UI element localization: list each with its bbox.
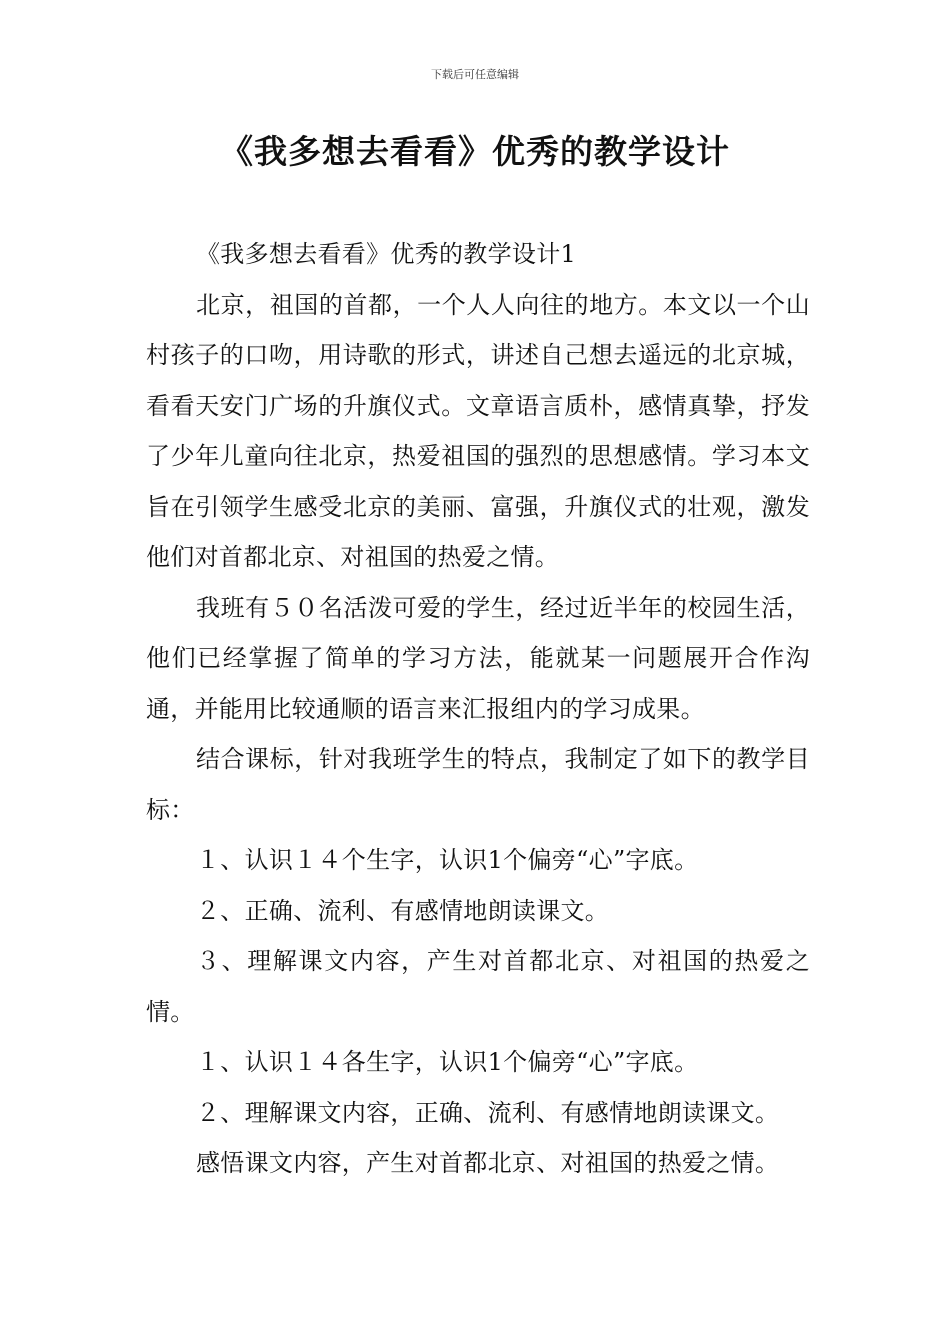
paragraph-goals-intro: 结合课标，针对我班学生的特点，我制定了如下的教学目标：: [146, 745, 810, 824]
document-body: [146, 229, 810, 1189]
list-item-goal-2: ２、正确、流利、有感情地朗读课文。: [196, 896, 610, 925]
list-item-goal-1: １、认识１４个生字，认识1个偏旁“心”字底。: [196, 846, 699, 874]
paragraph-difficulty: 感悟课文内容，产生对首都北京、对祖国的热爱之情。: [196, 1149, 780, 1177]
list-item-goal-3: ３、理解课文内容，产生对首都北京、对祖国的热爱之情。: [146, 947, 810, 1026]
list-item-key-point-2: ２、理解课文内容，正确、流利、有感情地朗读课文。: [196, 1098, 780, 1127]
document-title: 《我多想去看看》优秀的教学设计: [220, 132, 730, 171]
paragraph-class-situation: 我班有５０名活泼可爱的学生，经过近半年的校园生活，他们已经掌握了简单的学习方法，能就某一问题展开合作沟通，并能用比较通顺的语言来汇报组内的学习成果。: [146, 593, 810, 723]
paragraph-text-analysis: 北京，祖国的首都，一个人人向往的地方。本文以一个山村孩子的口吻，用诗歌的形式，讲述自己想去遥远的北京城，看看天安门广场的升旗仪式。文章语言质朴，感情真挚，抒发了少年儿童向往北京，热爱祖国的强烈的思想感情。学习本文旨在引领学生感受北京的美丽、富强，升旗仪式的壮观，激发他们对首都北京、对祖国的热爱之情。: [146, 290, 810, 571]
list-item-key-point-1: １、认识１４各生字，认识1个偏旁“心”字底。: [196, 1048, 699, 1076]
paragraph-subtitle: 《我多想去看看》优秀的教学设计1: [196, 240, 577, 268]
page-header-note: 下载后可任意编辑: [431, 68, 519, 81]
